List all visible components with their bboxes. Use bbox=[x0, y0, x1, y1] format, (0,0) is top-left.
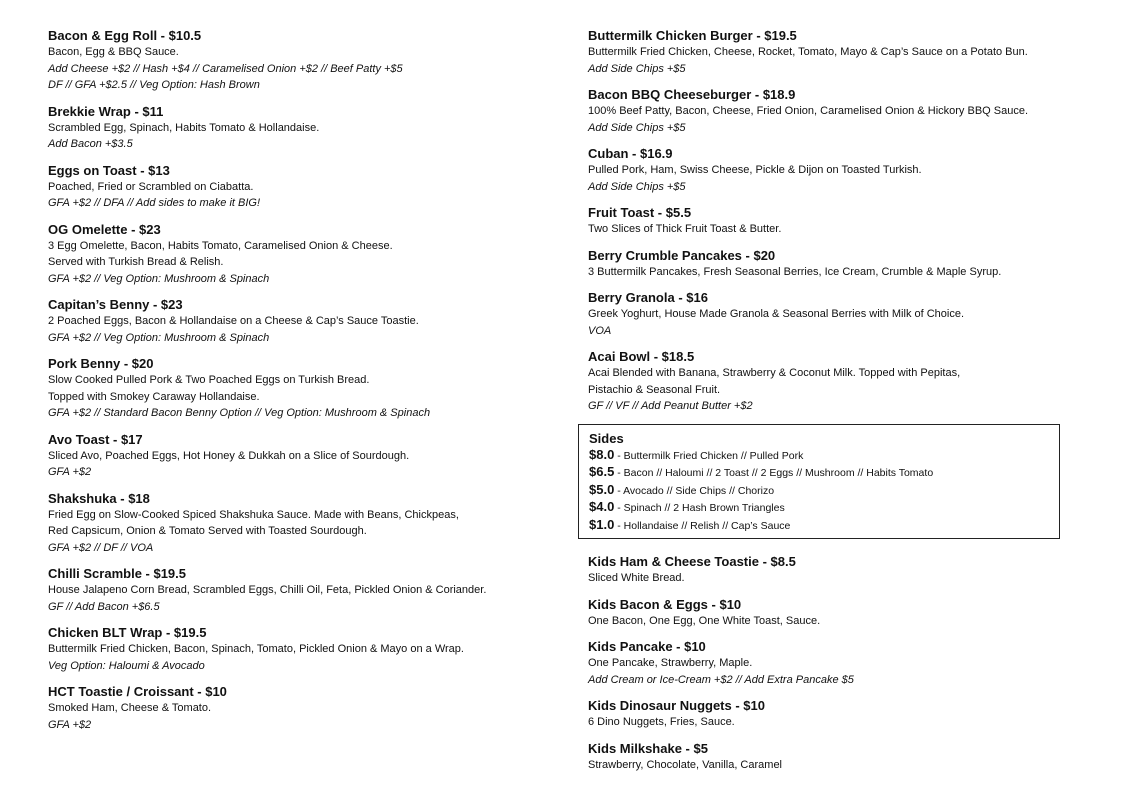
menu-item-description: One Bacon, One Egg, One White Toast, Sauce. bbox=[588, 614, 821, 627]
sides-row bbox=[589, 499, 1049, 517]
menu-item-description: 6 Dino Nuggets, Fries, Sauce. bbox=[588, 716, 735, 729]
menu-item-title: Bacon BBQ Cheeseburger - $18.9 bbox=[588, 87, 796, 102]
menu-item-note: DF // GFA +$2.5 // Veg Option: Hash Brown bbox=[48, 79, 260, 91]
menu-item-hct-toastie-croissant bbox=[48, 683, 548, 733]
menu-item-note: GFA +$2 // DFA // Add sides to make it BIG! bbox=[48, 197, 261, 209]
sides-title: Sides bbox=[589, 430, 624, 446]
sides-items: - Avocado // Side Chips // Chorizo bbox=[617, 484, 775, 497]
menu-item-buttermilk-chicken-burger bbox=[588, 27, 1058, 77]
menu-item-description: 2 Poached Eggs, Bacon & Hollandaise on a Cheese & Cap’s Sauce Toastie. bbox=[48, 315, 419, 327]
sides-items: - Buttermilk Fried Chicken // Pulled Pork bbox=[617, 449, 804, 462]
menu-item-cuban bbox=[588, 145, 1058, 195]
menu-item-title: Kids Ham & Cheese Toastie - $8.5 bbox=[588, 554, 796, 570]
menu-item-note: GF // VF // Add Peanut Butter +$2 bbox=[588, 400, 753, 412]
menu-item-bacon-bbq-cheeseburger bbox=[588, 86, 1058, 136]
menu-item-title: Fruit Toast - $5.5 bbox=[588, 205, 692, 220]
menu-item-bacon-egg-roll bbox=[48, 27, 548, 94]
menu-item-title: Chilli Scramble - $19.5 bbox=[48, 566, 187, 581]
menu-item-description: Topped with Smokey Caraway Hollandaise. bbox=[48, 390, 260, 403]
sides-row bbox=[589, 464, 1049, 482]
mains-section bbox=[588, 27, 1058, 415]
menu-item-title: Kids Dinosaur Nuggets - $10 bbox=[588, 698, 765, 714]
sides-price: $6.5 bbox=[589, 464, 615, 480]
menu-item-description: Poached, Fried or Scrambled on Ciabatta. bbox=[48, 180, 254, 193]
menu-item-note: Add Side Chips +$5 bbox=[588, 180, 686, 193]
menu-item-title: Berry Granola - $16 bbox=[588, 290, 708, 305]
menu-item-title: Eggs on Toast - $13 bbox=[48, 162, 170, 178]
menu-item-title: HCT Toastie / Croissant - $10 bbox=[48, 684, 227, 699]
menu-item-description: Pistachio & Seasonal Fruit. bbox=[588, 383, 721, 396]
sides-row bbox=[589, 447, 1049, 465]
sides-price: $8.0 bbox=[589, 446, 615, 462]
menu-item-description: 3 Buttermilk Pancakes, Fresh Seasonal Berries, Ice Cream, Crumble & Maple Syrup. bbox=[588, 265, 1002, 278]
menu-item-kids-pancake bbox=[588, 638, 1058, 688]
sides-items: - Spinach // 2 Hash Brown Triangles bbox=[617, 502, 785, 515]
menu-item-kids-dinosaur-nuggets bbox=[588, 697, 1058, 731]
menu-item-note: GFA +$2 bbox=[48, 718, 92, 731]
sides-price: $5.0 bbox=[589, 481, 615, 497]
menu-item-title: OG Omelette - $23 bbox=[48, 221, 161, 237]
menu-item-note: Add Bacon +$3.5 bbox=[48, 138, 133, 150]
menu-item-shakshuka bbox=[48, 490, 548, 557]
menu-item-fruit-toast bbox=[588, 204, 1058, 238]
menu-item-kids-ham-cheese-toastie bbox=[588, 553, 1058, 587]
sides-price: $4.0 bbox=[589, 499, 615, 515]
sides-row bbox=[589, 482, 1049, 500]
menu-item-note: GFA +$2 bbox=[48, 466, 92, 478]
menu-item-title: Chicken BLT Wrap - $19.5 bbox=[48, 625, 207, 640]
menu-item-note: Veg Option: Haloumi & Avocado bbox=[48, 659, 205, 672]
menu-item-note: GFA +$2 // Veg Option: Mushroom & Spinach bbox=[48, 272, 270, 285]
menu-item-description: Strawberry, Chocolate, Vanilla, Caramel bbox=[588, 758, 783, 771]
menu-item-description: Bacon, Egg & BBQ Sauce. bbox=[48, 46, 179, 58]
menu-item-description: Fried Egg on Slow-Cooked Spiced Shakshuka Sauce. Made with Beans, Chickpeas, bbox=[48, 508, 459, 521]
menu-item-description: Acai Blended with Banana, Strawberry & Coconut Milk. Topped with Pepitas, bbox=[588, 367, 961, 379]
menu-item-description: 100% Beef Patty, Bacon, Cheese, Fried Onion, Caramelised Onion & Hickory BBQ Sauce. bbox=[588, 105, 1029, 117]
menu-item-avo-toast bbox=[48, 431, 548, 481]
menu-item-note: GF // Add Bacon +$6.5 bbox=[48, 600, 160, 613]
menu-item-og-omelette bbox=[48, 221, 548, 288]
menu-item-chilli-scramble bbox=[48, 565, 548, 615]
menu-item-title: Brekkie Wrap - $11 bbox=[48, 103, 164, 119]
menu-item-description: Smoked Ham, Cheese & Tomato. bbox=[48, 702, 212, 714]
menu-item-title: Cuban - $16.9 bbox=[588, 146, 673, 161]
menu-item-berry-granola bbox=[588, 289, 1058, 339]
menu-item-title: Kids Milkshake - $5 bbox=[588, 740, 708, 756]
menu-item-title: Kids Pancake - $10 bbox=[588, 639, 706, 655]
menu-item-title: Buttermilk Chicken Burger - $19.5 bbox=[588, 28, 797, 43]
sides-box bbox=[578, 424, 1060, 540]
menu-item-title: Pork Benny - $20 bbox=[48, 356, 154, 371]
menu-item-note: Add Cream or Ice-Cream +$2 // Add Extra Pancake $5 bbox=[588, 673, 854, 686]
right-menu-column bbox=[588, 27, 1058, 782]
sides-row bbox=[589, 517, 1049, 535]
menu-item-title: Kids Bacon & Eggs - $10 bbox=[588, 596, 742, 612]
menu-item-note: GFA +$2 // DF // VOA bbox=[48, 541, 154, 554]
menu-item-title: Avo Toast - $17 bbox=[48, 431, 143, 447]
menu-item-description: Greek Yoghurt, House Made Granola & Seasonal Berries with Milk of Choice. bbox=[588, 308, 965, 320]
sides-list bbox=[589, 447, 1049, 535]
menu-item-acai-bowl bbox=[588, 348, 1058, 415]
menu-item-description: Scrambled Egg, Spinach, Habits Tomato & Hollandaise. bbox=[48, 121, 320, 134]
menu-item-description: One Pancake, Strawberry, Maple. bbox=[588, 657, 753, 670]
sides-items: - Hollandaise // Relish // Cap’s Sauce bbox=[617, 519, 791, 532]
menu-item-note: GFA +$2 // Standard Bacon Benny Option // Veg Option: Mushroom & Spinach bbox=[48, 407, 431, 419]
menu-item-title: Capitan’s Benny - $23 bbox=[48, 297, 183, 312]
menu-item-title: Shakshuka - $18 bbox=[48, 490, 150, 506]
menu-item-kids-milkshake bbox=[588, 740, 1058, 774]
menu-item-kids-bacon-eggs bbox=[588, 596, 1058, 630]
menu-item-description: Buttermilk Fried Chicken, Bacon, Spinach, Tomato, Pickled Onion & Mayo on a Wrap. bbox=[48, 643, 464, 655]
sides-price: $1.0 bbox=[589, 516, 615, 532]
menu-item-description: Slow Cooked Pulled Pork & Two Poached Eggs on Turkish Bread. bbox=[48, 374, 370, 386]
kids-section bbox=[588, 553, 1058, 773]
menu-item-description: Served with Turkish Bread & Relish. bbox=[48, 256, 224, 268]
menu-item-eggs-on-toast bbox=[48, 162, 548, 212]
menu-item-description: Buttermilk Fried Chicken, Cheese, Rocket, Tomato, Mayo & Cap’s Sauce on a Potato Bun. bbox=[588, 46, 1028, 58]
menu-item-description: 3 Egg Omelette, Bacon, Habits Tomato, Caramelised Onion & Cheese. bbox=[48, 239, 393, 252]
menu-item-title: Acai Bowl - $18.5 bbox=[588, 349, 695, 364]
menu-item-description: Red Capsicum, Onion & Tomato Served with Toasted Sourdough. bbox=[48, 525, 367, 537]
menu-item-note: Add Cheese +$2 // Hash +$4 // Caramelised Onion +$2 // Beef Patty +$5 bbox=[48, 62, 403, 75]
menu-item-title: Berry Crumble Pancakes - $20 bbox=[588, 247, 776, 263]
menu-item-description: Pulled Pork, Ham, Swiss Cheese, Pickle & Dijon on Toasted Turkish. bbox=[588, 164, 922, 176]
menu-item-title: Bacon & Egg Roll - $10.5 bbox=[48, 28, 202, 43]
sides-items: - Bacon // Haloumi // 2 Toast // 2 Eggs // Mushroom // Habits Tomato bbox=[617, 467, 934, 480]
menu-item-pork-benny bbox=[48, 355, 548, 422]
menu-item-description: Sliced White Bread. bbox=[588, 572, 685, 585]
menu-item-brekkie-wrap bbox=[48, 103, 548, 153]
menu-item-chicken-blt-wrap bbox=[48, 624, 548, 674]
menu-item-note: Add Side Chips +$5 bbox=[588, 62, 686, 75]
left-menu-column bbox=[48, 27, 548, 742]
menu-item-description: House Jalapeno Corn Bread, Scrambled Eggs, Chilli Oil, Feta, Pickled Onion & Coriander. bbox=[48, 584, 487, 596]
menu-item-note: GFA +$2 // Veg Option: Mushroom & Spinach bbox=[48, 331, 270, 344]
menu-item-capitan-s-benny bbox=[48, 296, 548, 346]
menu-item-description: Sliced Avo, Poached Eggs, Hot Honey & Dukkah on a Slice of Sourdough. bbox=[48, 449, 410, 462]
menu-item-note: Add Side Chips +$5 bbox=[588, 121, 686, 134]
menu-item-berry-crumble-pancakes bbox=[588, 247, 1058, 281]
menu-item-note: VOA bbox=[588, 324, 612, 337]
menu-item-description: Two Slices of Thick Fruit Toast & Butter. bbox=[588, 223, 782, 235]
